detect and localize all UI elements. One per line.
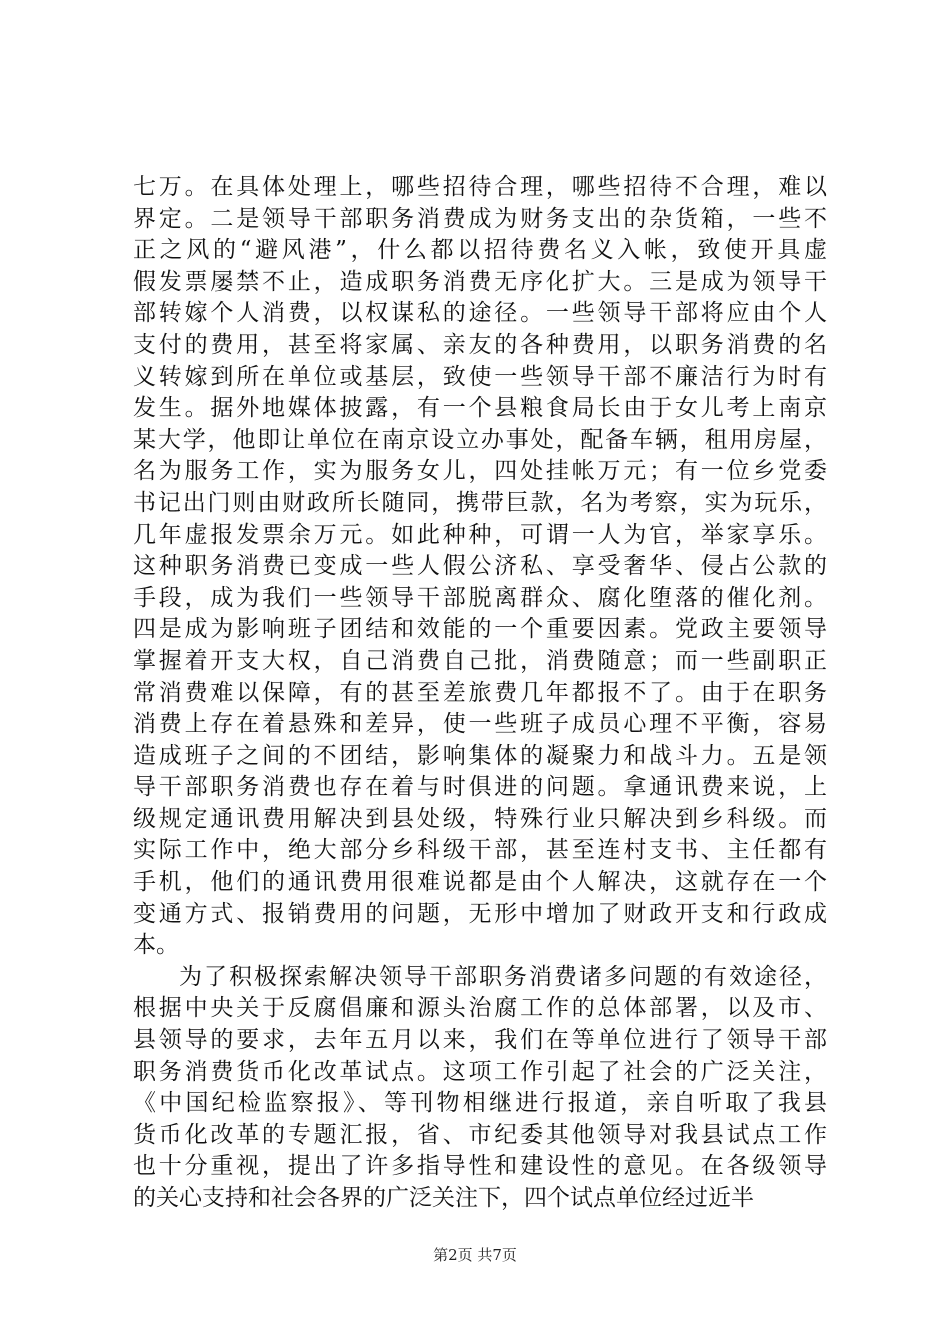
text-line: 也十分重视，提出了许多指导性和建设性的意见。在各级领导 bbox=[133, 1153, 827, 1180]
text-line: 常消费难以保障，有的甚至差旅费几年都报不了。由于在职务 bbox=[133, 679, 827, 706]
page-footer: 第2页 共7页 bbox=[433, 1246, 517, 1264]
text-line: 的关心支持和社会各界的广泛关注下，四个试点单位经过近半 bbox=[133, 1185, 754, 1211]
text-line: 造成班子之间的不团结，影响集体的凝聚力和战斗力。五是领 bbox=[133, 742, 827, 769]
text-line: 界定。二是领导干部职务消费成为财务支出的杂货箱，一些不 bbox=[133, 205, 827, 232]
text-line: 支付的费用，甚至将家属、亲友的各种费用，以职务消费的名 bbox=[133, 331, 827, 358]
text-line: 掌握着开支大权，自己消费自己批，消费随意；而一些副职正 bbox=[133, 647, 827, 674]
text-line: 消费上存在着悬殊和差异，使一些班子成员心理不平衡，容易 bbox=[133, 711, 827, 738]
text-line: 四是成为影响班子团结和效能的一个重要因素。党政主要领导 bbox=[133, 616, 827, 643]
text-line: 货币化改革的专题汇报，省、市纪委其他领导对我县试点工作 bbox=[133, 1121, 827, 1148]
text-line: 部转嫁个人消费，以权谋私的途径。一些领导干部将应由个人 bbox=[133, 300, 827, 327]
text-line: 正之风的“避风港”，什么都以招待费名义入帐，致使开具虚 bbox=[133, 237, 827, 264]
text-line: 手机，他们的通讯费用很难说都是由个人解决，这就存在一个 bbox=[133, 869, 827, 896]
text-line: 发生。据外地媒体披露，有一个县粮食局长由于女儿考上南京 bbox=[133, 395, 827, 422]
paragraph bbox=[133, 172, 827, 962]
text-line: 手段，成为我们一些领导干部脱离群众、腐化堕落的催化剂。 bbox=[133, 584, 827, 611]
text-line: 职务消费货币化改革试点。这项工作引起了社会的广泛关注， bbox=[133, 1058, 827, 1085]
text-line: 《中国纪检监察报》、等刊物相继进行报道，亲自听取了我县 bbox=[133, 1090, 827, 1117]
text-line: 县领导的要求，去年五月以来，我们在等单位进行了领导干部 bbox=[133, 1027, 827, 1054]
text-line: 某大学，他即让单位在南京设立办事处，配备车辆，租用房屋， bbox=[133, 426, 827, 453]
text-line: 这种职务消费已变成一些人假公济私、享受奢华、侵占公款的 bbox=[133, 553, 827, 580]
text-line: 七万。在具体处理上，哪些招待合理，哪些招待不合理，难以 bbox=[133, 174, 827, 200]
text-line: 本。 bbox=[133, 932, 179, 959]
text-line: 级规定通讯费用解决到县处级，特殊行业只解决到乡科级。而 bbox=[133, 805, 827, 832]
body-text bbox=[133, 172, 827, 1215]
text-line: 导干部职务消费也存在着与时俱进的问题。拿通讯费来说，上 bbox=[133, 774, 827, 801]
text-line: 变通方式、报销费用的问题，无形中增加了财政开支和行政成 bbox=[133, 900, 827, 927]
text-line: 实际工作中，绝大部分乡科级干部，甚至连村支书、主任都有 bbox=[133, 837, 827, 864]
paragraph bbox=[133, 962, 827, 1215]
text-line: 几年虚报发票余万元。如此种种，可谓一人为官，举家享乐。 bbox=[133, 521, 827, 548]
text-line: 假发票屡禁不止，造成职务消费无序化扩大。三是成为领导干 bbox=[133, 268, 827, 295]
text-line: 名为服务工作，实为服务女儿，四处挂帐万元；有一位乡党委 bbox=[133, 458, 827, 485]
text-line: 根据中央关于反腐倡廉和源头治腐工作的总体部署，以及市、 bbox=[133, 995, 827, 1022]
text-line: 书记出门则由财政所长随同，携带巨款，名为考察，实为玩乐， bbox=[133, 489, 827, 516]
text-line: 为了积极探索解决领导干部职务消费诸多问题的有效途径， bbox=[179, 963, 827, 990]
text-line: 义转嫁到所在单位或基层，致使一些领导干部不廉洁行为时有 bbox=[133, 363, 827, 390]
